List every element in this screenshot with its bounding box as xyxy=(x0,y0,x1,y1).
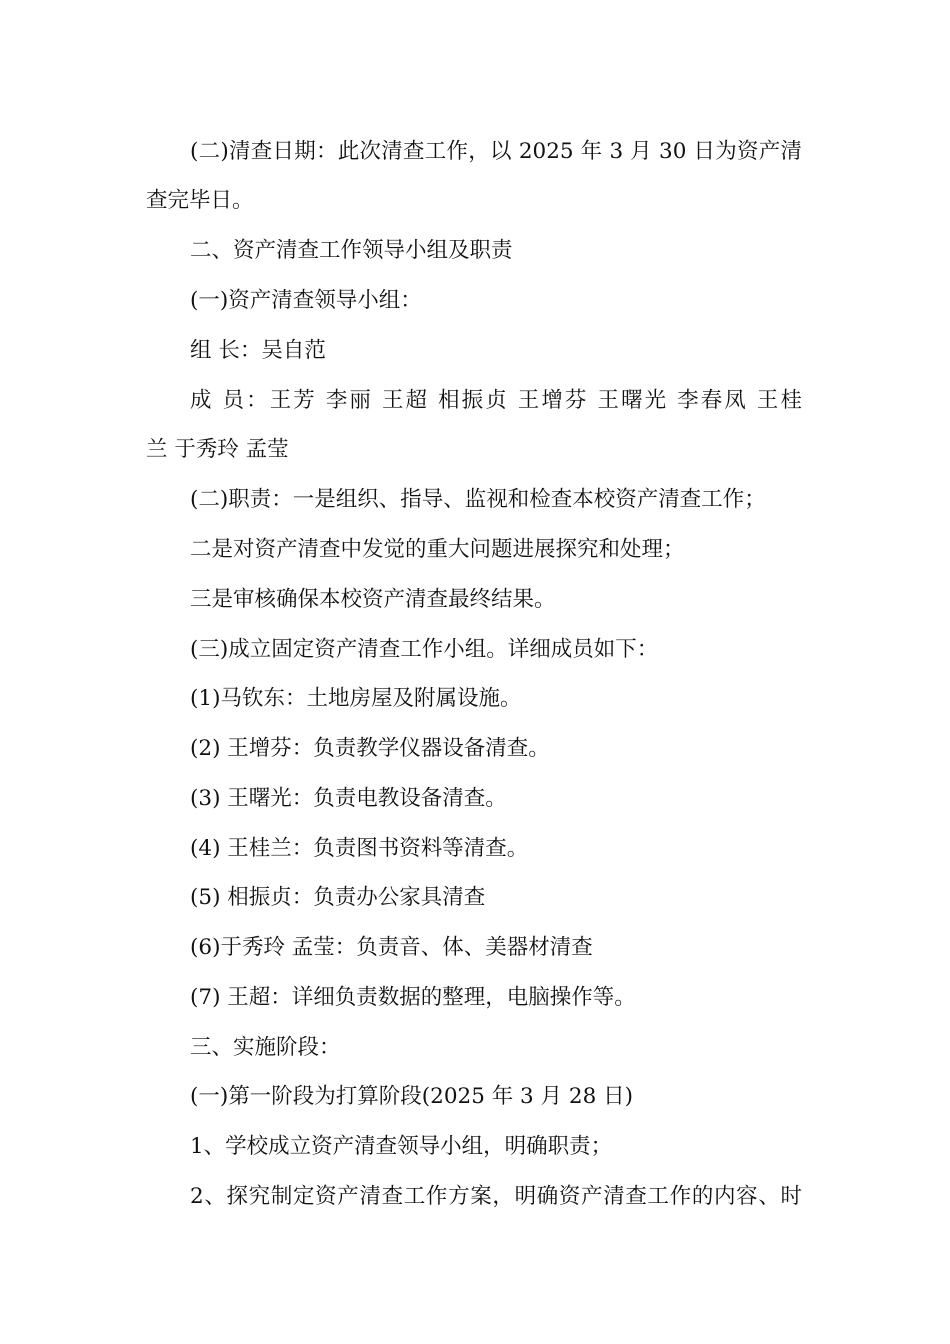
duties-line-3: 三是审核确保本校资产清查最终结果。 xyxy=(190,587,556,612)
stage-one-item-2: 2、探究制定资产清查工作方案，明确资产清查工作的内容、时 xyxy=(190,1184,802,1209)
member-item-2: (2) 王增芬：负责教学仪器设备清查。 xyxy=(190,736,550,761)
stage-one-heading: (一)第一阶段为打算阶段(2025 年 3 月 28 日) xyxy=(190,1084,633,1109)
section-heading-3: 三、实施阶段： xyxy=(190,1035,341,1060)
paragraph-line-1: (二)清查日期：此次清查工作，以 2025 年 3 月 30 日为资产清 xyxy=(190,139,802,164)
member-item-7: (7) 王超：详细负责数据的整理，电脑操作等。 xyxy=(190,985,636,1010)
member-item-5: (5) 相振贞：负责办公家具清查 xyxy=(190,885,486,910)
group-leader-line: 组 长：吴自范 xyxy=(190,338,326,363)
member-item-6: (6)于秀玲 孟莹：负责音、体、美器材清查 xyxy=(190,935,593,960)
duties-line-2: 二是对资产清查中发觉的重大问题进展探究和处理； xyxy=(190,537,685,562)
stage-one-item-1: 1、学校成立资产清查领导小组，明确职责； xyxy=(190,1134,613,1159)
paragraph-line-2: 查完毕日。 xyxy=(146,188,254,213)
subheading-leadership-group: (一)资产清查领导小组： xyxy=(190,288,422,313)
member-item-4: (4) 王桂兰：负责图书资料等清查。 xyxy=(190,836,529,861)
section-heading-2: 二、资产清查工作领导小组及职责 xyxy=(190,238,513,263)
members-line-1: 成 员：王芳 李丽 王超 相振贞 王增芬 王曙光 李春凤 王桂 xyxy=(190,388,802,413)
subheading-working-group: (三)成立固定资产清查工作小组。详细成员如下： xyxy=(190,637,659,662)
member-item-3: (3) 王曙光：负责电教设备清查。 xyxy=(190,786,507,811)
duties-line-1: (二)职责：一是组织、指导、监视和检查本校资产清查工作； xyxy=(190,487,766,512)
member-item-1: (1)马钦东：土地房屋及附属设施。 xyxy=(190,686,522,711)
members-line-2: 兰 于秀玲 孟莹 xyxy=(146,437,289,462)
